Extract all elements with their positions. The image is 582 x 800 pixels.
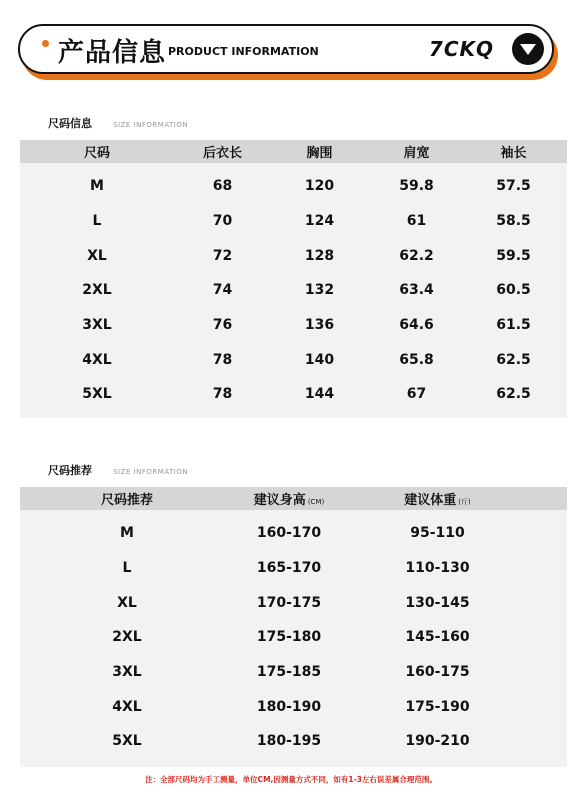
table-cell: 175-185	[256, 664, 322, 681]
column-header	[20, 489, 234, 508]
table-row	[20, 551, 567, 586]
table-row	[20, 585, 567, 620]
table-cell: 132	[304, 282, 335, 299]
table-cell: 95-110	[410, 525, 465, 542]
table-row	[20, 204, 567, 239]
table-cell: 57.5	[496, 178, 531, 195]
table-cell: 130-145	[405, 594, 470, 611]
table-row	[20, 377, 567, 412]
table-cell: 3XL	[82, 317, 112, 334]
table-cell: 58.5	[496, 213, 531, 230]
table-row	[20, 169, 567, 204]
section-subtitle: SIZE INFORMATION	[113, 121, 189, 129]
column-header	[234, 489, 344, 508]
table-cell: 63.4	[399, 282, 434, 299]
table-row	[20, 620, 567, 655]
table-row	[20, 238, 567, 273]
table-cell: 76	[212, 317, 233, 334]
column-header-label: 建议体重	[404, 493, 457, 508]
table-cell: 160-175	[405, 664, 470, 681]
size-table	[20, 140, 567, 418]
column-header: 肩宽	[403, 146, 430, 161]
table-cell: 62.5	[496, 386, 531, 403]
table-cell: 62.5	[496, 351, 531, 368]
accent-dot	[42, 40, 49, 47]
table-cell: M	[120, 525, 134, 542]
table-row	[20, 655, 567, 690]
table-row	[20, 724, 567, 759]
table-cell: 4XL	[82, 351, 112, 368]
table-cell: 64.6	[399, 317, 434, 334]
table-cell: M	[90, 178, 104, 195]
column-header-unit: (CM)	[307, 498, 325, 506]
column-header: 后衣长	[202, 146, 242, 161]
table-cell: 78	[212, 351, 233, 368]
table-cell: 140	[304, 351, 335, 368]
table-cell: 78	[212, 386, 233, 403]
table-body	[20, 163, 567, 412]
section-title: 尺码信息	[48, 117, 92, 130]
table-row	[20, 273, 567, 308]
table-cell: 72	[212, 247, 233, 264]
column-header: 袖长	[500, 146, 527, 161]
table-row	[20, 308, 567, 343]
table-cell: XL	[87, 247, 107, 264]
table-cell: 68	[212, 178, 233, 195]
table-cell: 59.5	[496, 247, 531, 264]
measurement-note: 注：全部尺码均为手工测量，单位CM,因测量方式不同，如有1-3左右误差属合理范围。	[145, 775, 437, 784]
column-header-unit: (斤)	[458, 498, 471, 506]
column-header-label: 尺码推荐	[100, 493, 153, 508]
table-cell: 180-195	[256, 733, 322, 750]
table-cell: 4XL	[112, 698, 142, 715]
table-cell: 65.8	[399, 351, 434, 368]
table-cell: 145-160	[405, 629, 470, 646]
table-cell: 61	[406, 213, 427, 230]
table-cell: 120	[304, 178, 335, 195]
table-cell: 5XL	[112, 733, 142, 750]
recommend-table	[20, 487, 567, 767]
column-header: 尺码	[83, 146, 110, 161]
table-header	[20, 140, 567, 163]
table-cell: 128	[304, 247, 335, 264]
table-cell: 60.5	[496, 282, 531, 299]
table-cell: XL	[117, 594, 137, 611]
table-cell: 5XL	[82, 386, 112, 403]
table-cell: L	[122, 560, 132, 577]
column-header	[344, 489, 531, 508]
section-subtitle: SIZE INFORMATION	[113, 468, 189, 476]
brand-logo: 7CKQ	[428, 37, 494, 61]
table-header	[20, 487, 567, 510]
chevron-down-icon[interactable]	[512, 33, 544, 65]
table-cell: 59.8	[399, 178, 434, 195]
table-cell: 165-170	[256, 560, 322, 577]
table-row	[20, 342, 567, 377]
column-header-label: 建议身高	[253, 493, 306, 508]
table-cell: 175-180	[256, 629, 322, 646]
table-cell: 124	[304, 213, 335, 230]
table-body	[20, 510, 567, 759]
table-cell: 2XL	[82, 282, 112, 299]
table-cell: 62.2	[399, 247, 434, 264]
table-row	[20, 689, 567, 724]
table-cell: 175-190	[405, 698, 470, 715]
table-cell: 67	[406, 386, 427, 403]
table-cell: 136	[304, 317, 335, 334]
table-cell: 74	[212, 282, 233, 299]
table-cell: 3XL	[112, 664, 142, 681]
page-subtitle: PRODUCT INFORMATION	[168, 45, 319, 58]
table-cell: 160-170	[256, 525, 322, 542]
size-section-heading	[48, 112, 188, 131]
header-banner	[18, 24, 554, 74]
table-cell: 190-210	[405, 733, 470, 750]
table-cell: 180-190	[256, 698, 322, 715]
column-header: 胸围	[306, 146, 333, 161]
table-row	[20, 516, 567, 551]
table-cell: 70	[212, 213, 233, 230]
table-cell: L	[92, 213, 102, 230]
page-title: 产品信息	[58, 38, 167, 68]
table-cell: 110-130	[405, 560, 470, 577]
table-cell: 170-175	[256, 594, 322, 611]
section-title: 尺码推荐	[48, 464, 92, 477]
table-cell: 144	[304, 386, 335, 403]
table-cell: 61.5	[496, 317, 531, 334]
table-cell: 2XL	[112, 629, 142, 646]
recommend-section-heading	[48, 459, 188, 478]
